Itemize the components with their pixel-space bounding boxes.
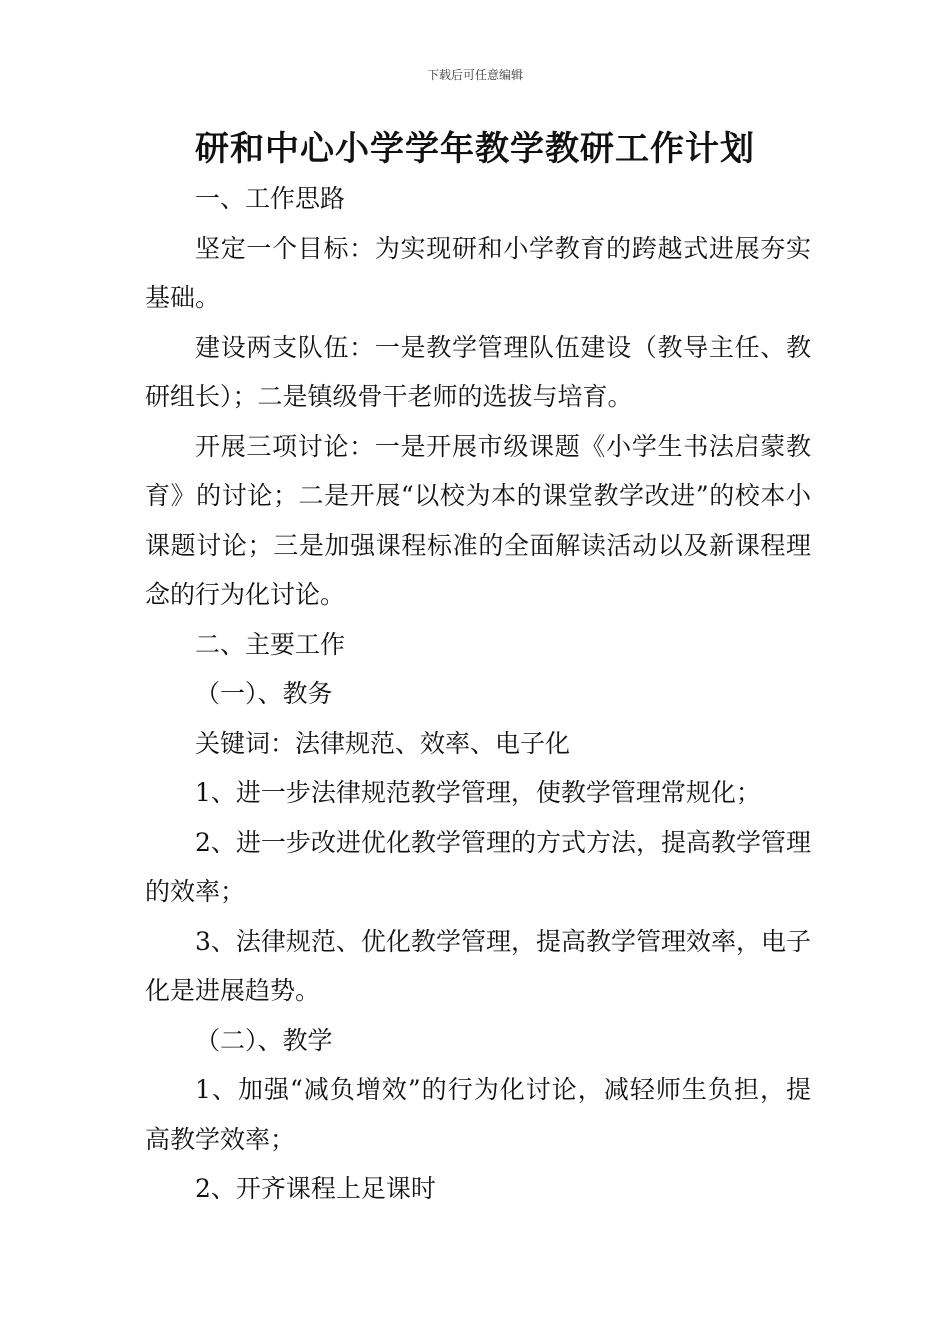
list-item-teaching-1: 1、加强“减负增效”的行为化讨论，减轻师生负担，提高教学效率； [145,1075,811,1154]
list-item-3: 3、法律规范、优化教学管理，提高教学管理效率，电子化是进展趋势。 [145,926,811,1005]
paragraph-research: 开展三项讨论：一是开展市级课题《小学生书法启蒙教育》的讨论；二是开展“以校为本的课堂教学改进”的校本小课题讨论；三是加强课程标准的全面解读活动以及新课程理念的行为化讨论。 [145,431,811,609]
list-item-2: 2、进一步改进优化教学管理的方式方法，提高教学管理的效率； [145,827,811,906]
subsection-heading-teaching: （二）、教学 [195,1025,333,1055]
paragraph-keywords: 关键词：法律规范、效率、电子化 [195,728,571,758]
document-title: 研和中心小学学年教学教研工作计划 [195,129,755,169]
paragraph-teams: 建设两支队伍：一是教学管理队伍建设（教导主任、教研组长）；二是镇级骨干老师的选拔与培育。 [145,332,811,411]
document-body [145,174,811,1214]
paragraph-goal: 坚定一个目标：为实现研和小学教育的跨越式进展夯实基础。 [145,233,811,312]
section-heading-work-ideas: 一、工作思路 [195,184,346,213]
list-item-1: 1、进一步法律规范教学管理，使教学管理常规化； [195,778,761,807]
section-heading-main-work: 二、主要工作 [195,629,346,659]
header-note: 下载后可任意编辑 [426,68,523,82]
subsection-heading-academic-affairs: （一）、教务 [195,679,333,708]
list-item-teaching-2: 2、开齐课程上足课时 [195,1174,436,1203]
